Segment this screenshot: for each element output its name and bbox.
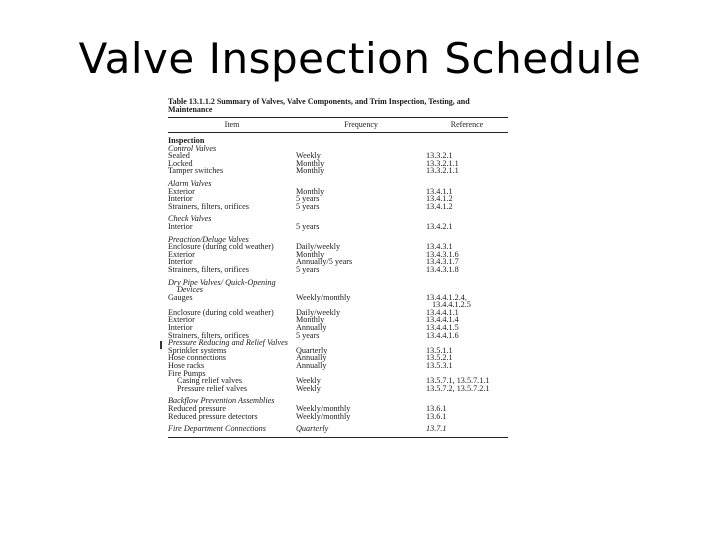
row-reference: 13.5.7.1, 13.5.7.1.1 <box>426 376 490 386</box>
row-item: Interior <box>168 194 193 204</box>
row-item: Backflow Prevention Assemblies <box>168 396 275 406</box>
row-reference: 13.6.1 <box>426 411 447 421</box>
row-reference: 13.3.2.1.1 <box>426 166 459 176</box>
row-frequency <box>296 137 426 145</box>
row-reference: 13.4.4.1.6 <box>426 330 459 340</box>
row-item: Tamper switches <box>168 166 224 176</box>
table-row <box>168 362 508 370</box>
row-reference: 13.4.1.2 <box>426 194 453 204</box>
row-reference: 13.4.4.1.1 <box>426 307 459 317</box>
row-frequency: Weekly/monthly <box>296 292 351 302</box>
row-frequency: Monthly <box>296 186 325 196</box>
row-item: Exterior <box>168 249 195 259</box>
row-reference: 13.3.2.1 <box>426 151 453 161</box>
row-item: Casing relief valves <box>177 376 243 386</box>
row-reference: 13.4.1.1 <box>426 186 453 196</box>
table-bottom-rule <box>168 437 508 438</box>
row-frequency: Daily/weekly <box>296 307 341 317</box>
table-row <box>168 137 508 145</box>
row-frequency: Monthly <box>296 166 325 176</box>
margin-mark <box>160 341 162 349</box>
row-frequency: Monthly <box>296 315 325 325</box>
row-item: Enclosure (during cold weather) <box>168 307 274 317</box>
row-frequency: Weekly/monthly <box>296 404 351 413</box>
row-reference: 13.4.3.1.7 <box>426 257 459 267</box>
table-row <box>168 167 508 175</box>
table-row <box>168 385 508 393</box>
table-row <box>168 425 508 433</box>
row-reference: 13.4.3.1.8 <box>426 264 459 274</box>
row-item: Reduced pressure <box>168 404 226 413</box>
row-item: Dry Pipe Valves/ Quick-Opening <box>168 277 276 287</box>
row-item: Fire Department Connections <box>168 424 266 434</box>
row-item: Gauges <box>168 292 193 302</box>
row-item: Hose connections <box>168 353 226 363</box>
row-item: Pressure relief valves <box>177 383 248 393</box>
table-row <box>168 223 508 231</box>
row-frequency: 5 years <box>296 330 320 340</box>
row-frequency: 5 years <box>296 221 320 231</box>
row-reference: 13.4.1.2 <box>426 201 453 211</box>
row-frequency: Weekly <box>296 151 321 161</box>
row-item: Preaction/Deluge Valves <box>168 234 249 244</box>
row-frequency: 5 years <box>296 264 320 274</box>
row-frequency: Weekly/monthly <box>296 411 351 421</box>
header-reference: Reference <box>450 120 484 129</box>
row-frequency: Annually <box>296 323 327 333</box>
table-row <box>168 279 508 287</box>
row-frequency: Daily/weekly <box>296 242 341 252</box>
row-reference: 13.3.2.1.1 <box>426 158 459 168</box>
row-frequency: Quarterly <box>296 424 329 434</box>
row-reference: 13.4.4.1.5 <box>426 323 459 333</box>
row-frequency: 5 years <box>296 201 320 211</box>
row-item: Hose racks <box>168 361 205 371</box>
row-reference: 13.5.7.2, 13.5.7.2.1 <box>426 383 490 393</box>
row-reference: 13.4.4.1.2.5 <box>432 300 471 310</box>
row-item: Interior <box>168 257 193 267</box>
table-body <box>168 137 508 433</box>
row-reference: 13.4.3.1 <box>426 242 453 252</box>
table-row <box>168 145 508 153</box>
row-item: Sealed <box>168 151 190 161</box>
row-frequency: Weekly <box>296 376 321 386</box>
table-row <box>168 354 508 362</box>
row-item: Interior <box>168 221 193 231</box>
row-item: Inspection <box>168 136 205 145</box>
row-reference: 13.4.4.1.4 <box>426 315 459 325</box>
row-frequency: Annually <box>296 361 327 371</box>
row-item: Interior <box>168 323 193 333</box>
row-item: Check Valves <box>168 214 212 224</box>
row-frequency: Monthly <box>296 249 325 259</box>
slide-title: Valve Inspection Schedule <box>78 34 642 83</box>
row-item: Exterior <box>168 315 195 325</box>
valve-summary-table <box>168 98 508 438</box>
row-reference: 13.5.1.1 <box>426 345 453 355</box>
row-frequency: Annually/5 years <box>296 257 353 267</box>
row-item: Locked <box>168 158 193 168</box>
row-item: Reduced pressure detectors <box>168 411 258 421</box>
row-frequency: 5 years <box>296 194 320 204</box>
row-item: Alarm Valves <box>168 178 212 188</box>
row-item: Pressure Reducing and Relief Valves <box>168 338 288 348</box>
row-item: Control Valves <box>168 143 217 153</box>
row-frequency <box>296 279 426 287</box>
table-row <box>168 180 508 188</box>
row-item: Exterior <box>168 186 195 196</box>
table-row <box>168 203 508 211</box>
table-row <box>168 413 508 421</box>
row-reference: 13.4.4.1.2.4, <box>426 292 467 302</box>
table-header <box>168 117 508 133</box>
row-reference: 13.5.2.1 <box>426 353 453 363</box>
row-reference: 13.4.2.1 <box>426 221 453 231</box>
row-reference <box>426 279 508 287</box>
row-item: Strainers, filters, orifices <box>168 264 249 274</box>
row-reference: 13.5.3.1 <box>426 361 453 371</box>
header-frequency: Frequency <box>344 120 378 129</box>
row-item: Strainers, filters, orifices <box>168 330 249 340</box>
table-row <box>168 188 508 196</box>
row-frequency: Weekly <box>296 383 321 393</box>
row-item: Fire Pumps <box>168 368 206 378</box>
table-caption: Table 13.1.1.2 Summary of Valves, Valve Components, and Trim Inspection, Testing, and Maintenance <box>168 97 470 114</box>
row-reference: 13.7.1 <box>426 424 447 434</box>
table-row <box>168 266 508 274</box>
row-item: Strainers, filters, orifices <box>168 201 249 211</box>
row-frequency: Annually <box>296 353 327 363</box>
row-item: Devices <box>177 285 203 295</box>
row-reference <box>426 137 508 145</box>
row-reference: 13.4.3.1.6 <box>426 249 459 259</box>
row-frequency: Quarterly <box>296 345 328 355</box>
row-frequency: Monthly <box>296 158 325 168</box>
row-reference: 13.6.1 <box>426 404 447 413</box>
header-item: Item <box>224 120 240 129</box>
table-row <box>168 215 508 223</box>
row-item: Enclosure (during cold weather) <box>168 242 274 252</box>
row-item: Sprinkler systems <box>168 345 227 355</box>
